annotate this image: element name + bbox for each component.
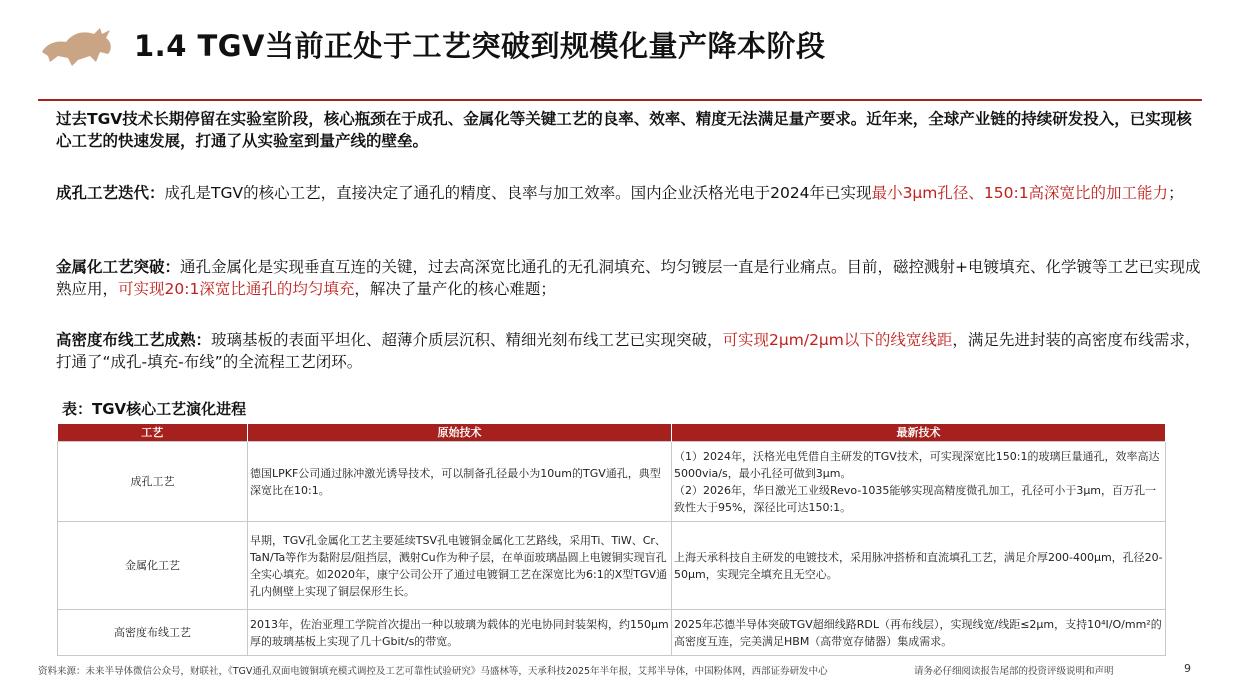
- page-number: 9: [1184, 662, 1191, 675]
- source-note: 资料来源：未来半导体微信公众号，财联社，《TGV通孔双面电镀铜填充模式调控及工艺可靠性试验研究》马盛林等，天承科技2025年半年报，艾邦半导体，中国粉体网，西部证券研发中心: [38, 666, 828, 677]
- section-text: ，解决了量产化的核心难题；: [354, 280, 556, 298]
- section-paragraph: [56, 329, 1206, 373]
- process-cell: 金属化工艺: [58, 522, 248, 610]
- section-highlight: 可实现20:1深宽比通孔的均匀填充: [118, 280, 355, 298]
- section-paragraph: [56, 182, 1206, 204]
- table-row: [58, 610, 1166, 656]
- table-row: [58, 442, 1166, 522]
- latest-tech-cell: 2025年芯德半导体突破TGV超细线路RDL（再布线层），实现线宽/线距≤2μm，支持10⁴I/O/mm²的高密度互连，完美满足HBM（高带宽存储器）集成需求。: [672, 610, 1166, 656]
- process-table: [57, 424, 1166, 656]
- latest-tech-cell: 上海天承科技自主研发的电镀技术，采用脉冲搭桥和直流填孔工艺，满足介厚200-400μm，孔径20-50μm，实现完全填充且无空心。: [672, 522, 1166, 610]
- title-divider: [38, 99, 1202, 101]
- original-tech-cell: 德国LPKF公司通过脉冲激光诱导技术，可以制备孔径最小为10um的TGV通孔，典型深宽比在10:1。: [248, 442, 672, 522]
- section-heading: 成孔工艺迭代：: [56, 184, 165, 202]
- table-header-row: [58, 424, 1166, 442]
- process-cell: 高密度布线工艺: [58, 610, 248, 656]
- table-header-cell: 原始技术: [248, 424, 672, 442]
- section-text: 玻璃基板的表面平坦化、超薄介质层沉积、精细光刻布线工艺已实现突破，: [211, 331, 723, 349]
- section-text: 成孔是TGV的核心工艺，直接决定了通孔的精度、良率与加工效率。国内企业沃格光电于2024年已实现: [164, 184, 872, 202]
- section-heading: 高密度布线工艺成熟：: [56, 331, 212, 349]
- section-paragraph: [56, 256, 1206, 300]
- original-tech-cell: 早期，TGV孔金属化工艺主要延续TSV孔电镀铜金属化工艺路线，采用Ti、TiW、Cr、TaN/Ta等作为黏附层/阻挡层，溅射Cu作为种子层，在单面玻璃晶圆上电镀铜实现盲孔全实心填充。如2020年，康宁公司公开了通过电镀铜工艺在深宽比为6:1的X型TGV通孔内侧壁上实现了铜层保形生长。: [248, 522, 672, 610]
- page-title: 1.4 TGV当前正处于工艺突破到规模化量产降本阶段: [134, 29, 826, 63]
- table-header-cell: 最新技术: [672, 424, 1166, 442]
- section-text: ，满足先进封装的高密度布线需求，打通了“成孔-填充-布线”的全流程工艺闭环。: [56, 331, 1201, 371]
- bull-logo-icon: [38, 22, 116, 70]
- table-header-cell: 工艺: [58, 424, 248, 442]
- section-highlight: 最小3μm孔径、150:1高深宽比的加工能力: [871, 184, 1169, 202]
- process-cell: 成孔工艺: [58, 442, 248, 522]
- latest-tech-cell: （1）2024年，沃格光电凭借自主研发的TGV技术，可实现深宽比150:1的玻璃巨量通孔，效率高达5000via/s，最小孔径可做到3μm。 （2）2026年，华日激光工业级Revo-1035能够实现高精度微孔加工，孔径可小于3μm，百万孔一致性大于95%，深径比可达150:1。: [672, 442, 1166, 522]
- table-caption: 表：TGV核心工艺演化进程: [62, 400, 247, 418]
- section-text: 通孔金属化是实现垂直互连的关键，过去高深宽比通孔的无孔洞填充、均匀镀层一直是行业痛点。目前，磁控溅射+电镀填充、化学镀等工艺已实现成熟应用，: [56, 258, 1201, 298]
- intro-paragraph: 过去TGV技术长期停留在实验室阶段，核心瓶颈在于成孔、金属化等关键工艺的良率、效率、精度无法满足量产要求。近年来，全球产业链的持续研发投入，已实现核心工艺的快速发展，打通了从实验室到量产线的壁垒。: [56, 110, 1192, 150]
- section-text: ；: [1168, 184, 1184, 202]
- disclaimer: 请务必仔细阅读报告尾部的投资评级说明和声明: [914, 666, 1114, 677]
- original-tech-cell: 2013年，佐治亚理工学院首次提出一种以玻璃为载体的光电协同封装架构，约150μm厚的玻璃基板上实现了几十Gbit/s的带宽。: [248, 610, 672, 656]
- table-row: [58, 522, 1166, 610]
- footer: [38, 663, 1202, 677]
- section-highlight: 可实现2μm/2μm以下的线宽线距: [722, 331, 953, 349]
- section-heading: 金属化工艺突破：: [56, 258, 181, 276]
